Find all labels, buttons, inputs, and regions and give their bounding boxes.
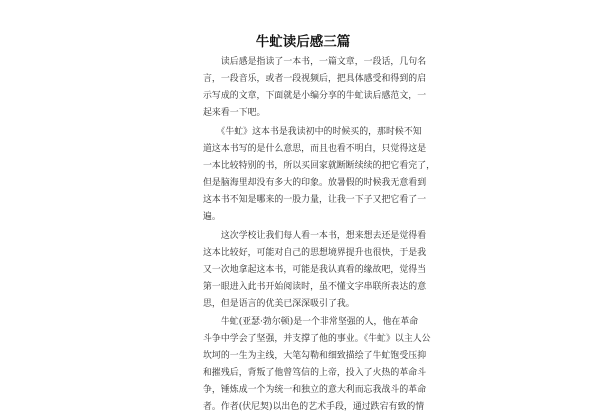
paragraph-1-line-3: 示写成的文章，下面就是小编分享的牛虻读后感范文，一	[203, 91, 427, 101]
paragraph-4-line-4: 和摧残后，背叛了他曾笃信的上帝，投入了火热的革命斗	[203, 368, 427, 378]
paragraph-4-line-2: 斗争中学会了坚强，并支撑了他的事业。《牛虻》以主人公	[203, 334, 431, 344]
paragraph-3-line-4: 第一眼进入此书开始阅读时，虽不懂文字串联所表达的意	[203, 282, 427, 292]
paragraph-2-line-2: 道这本书写的是什么意思，而且也看不明白，只觉得这是	[203, 144, 427, 154]
paragraph-4-line-6: 者。作者(伏尼契)以出色的艺术手段，通过跌宕有致的情	[203, 402, 425, 412]
paragraph-3-line-5: 思，但是语言的优美已深深吸引了我。	[203, 299, 355, 309]
paragraph-1-line-1: 读后感是指读了一本书，一篇文章，一段话，几句名	[203, 57, 427, 67]
paragraph-4-line-5: 争，锤炼成一个为统一和独立的意大利而忘我战斗的革命	[203, 385, 427, 395]
paragraph-3-line-2: 这本比较好，可能对自己的思想境界提升也很快，于是我	[203, 248, 427, 258]
paragraph-2-line-3: 一本比较特别的书，所以买回家就断断续续的把它看完了，	[203, 161, 436, 171]
paragraph-1-line-2: 言，一段音乐，或者一段视频后，把具体感受和得到的启	[203, 74, 427, 84]
paragraph-2-line-5: 这本书不知是哪来的一股力量，让我一下子又把它看了一	[203, 195, 427, 205]
paragraph-4-line-3: 坎坷的一生为主线，大笔勾勒和细致描绘了牛虻饱受压抑	[203, 351, 427, 361]
paragraph-2-line-6: 遍。	[203, 212, 221, 222]
paragraph-2-line-1: 《牛虻》这本书是我读初中的时候买的，那时候不知	[203, 127, 422, 137]
document-title: 牛虻读后感三篇	[255, 34, 351, 50]
paragraph-3-line-1: 这次学校让我们每人看一本书，想来想去还是觉得看	[203, 231, 427, 241]
paragraph-1-line-4: 起来看一下吧。	[203, 108, 266, 118]
paragraph-3-line-3: 又一次地拿起这本书，可能是我认真看的缘故吧，觉得当	[203, 265, 427, 275]
paragraph-2-line-4: 但是脑海里却没有多大的印象。放暑假的时候我无意看到	[203, 178, 427, 188]
paragraph-4-line-1: 牛虻(亚瑟·勃尔顿)是一个非常坚强的人，他在革命	[203, 317, 419, 327]
